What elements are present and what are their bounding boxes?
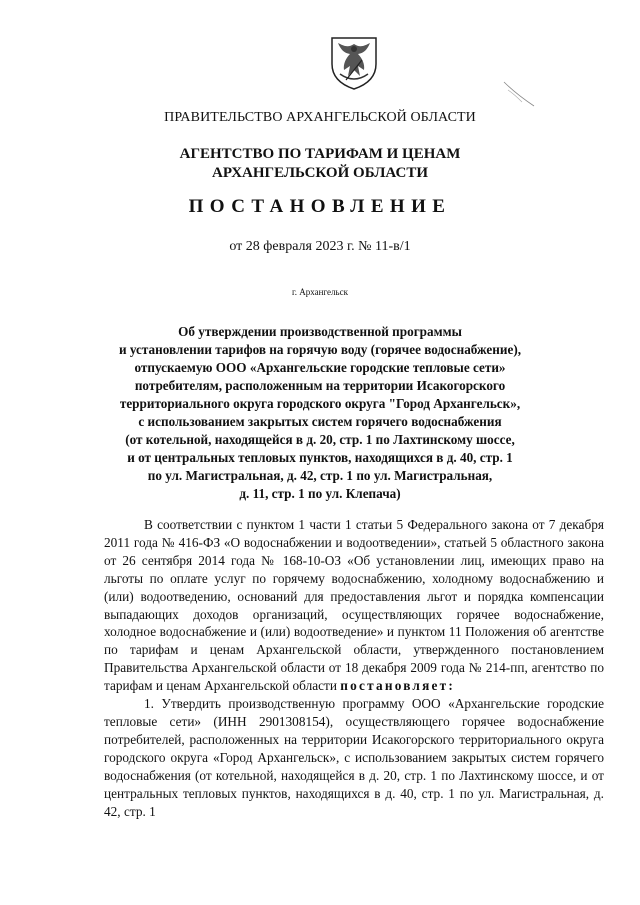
title-line: территориального округа городского округа "Город Архангельск», [119, 396, 521, 411]
title-line: и от центральных тепловых пунктов, находящихся в д. 40, стр. 1 [127, 450, 513, 465]
title-line: отпускаемую ООО «Архангельские городские тепловые сети» [134, 360, 506, 375]
document-type: ПОСТАНОВЛЕНИЕ [188, 196, 452, 217]
government-name: ПРАВИТЕЛЬСТВО АРХАНГЕЛЬСКОЙ ОБЛАСТИ [164, 110, 476, 125]
coat-of-arms-icon [326, 34, 382, 90]
title-line: с использованием закрытых систем горячего водоснабжения [138, 414, 502, 429]
resolves-word: постановляет: [340, 678, 455, 694]
scan-artifact [498, 78, 538, 110]
title-line: и установлении тарифов на горячую воду (горячее водоснабжение), [118, 342, 522, 357]
date-number: от 28 февраля 2023 г. № 11-в/1 [229, 239, 411, 254]
title-line: Об утверждении производственной программы [178, 324, 462, 339]
title-line: по ул. Магистральная, д. 42, стр. 1 по ул. Магистральная, [147, 468, 493, 483]
preamble-paragraph [104, 516, 604, 695]
title-line: д. 11, стр. 1 по ул. Клепача) [239, 486, 401, 501]
agency-name [0, 145, 640, 183]
document-title [0, 323, 640, 503]
preamble-text: В соответствии с пунктом 1 части 1 статьи 5 Федерального закона от 7 декабря 2011 года № 416-ФЗ «О водоснабжении и водоотведении», статьей 5 областного закона от 26 сентября 2014 года № 168-10-ОЗ «Об установлении лиц, имеющих право на льготы по оплате услуг по горячему водоснабжению, холодному водоснабжению и (или) водоотведению, оснований для предоставления льгот и порядка компенсации выпадающих доходов организаций, осуществляющих горячее водоснабжение, холодное водоснабжение и (или) водоотведение» и пунктом 11 Положения об агентстве по тарифам и ценам Архангельской области, утвержденного постановлением Правительства Архангельской области от 18 декабря 2009 года № 214-пп, агентство по тарифам и ценам Архангельской области [104, 517, 604, 694]
agency-name-line: АРХАНГЕЛЬСКОЙ ОБЛАСТИ [212, 165, 428, 181]
document-body [104, 516, 604, 820]
city: г. Архангельск [292, 287, 348, 297]
clause-1-paragraph: 1. Утвердить производственную программу ООО «Архангельские городские тепловые сети» (ИНН 2901308154), осуществляющего горячее водоснабжение потребителей, расположенных на территории Исакогорского территориального округа городского округа «Город Архангельск», с использованием закрытых систем горячего водоснабжения (от котельной, находящейся в д. 20, стр. 1 по Лахтинскому шоссе, и от центральных тепловых пунктов, находящихся в д. 40, стр. 1 по ул. Магистральная, д. 42, стр. 1 [104, 696, 604, 819]
agency-name-line: АГЕНТСТВО ПО ТАРИФАМ И ЦЕНАМ [179, 146, 461, 162]
title-line: потребителям, расположенным на территории Исакогорского [134, 378, 506, 393]
title-line: (от котельной, находящейся в д. 20, стр. 1 по Лахтинскому шоссе, [125, 432, 515, 447]
